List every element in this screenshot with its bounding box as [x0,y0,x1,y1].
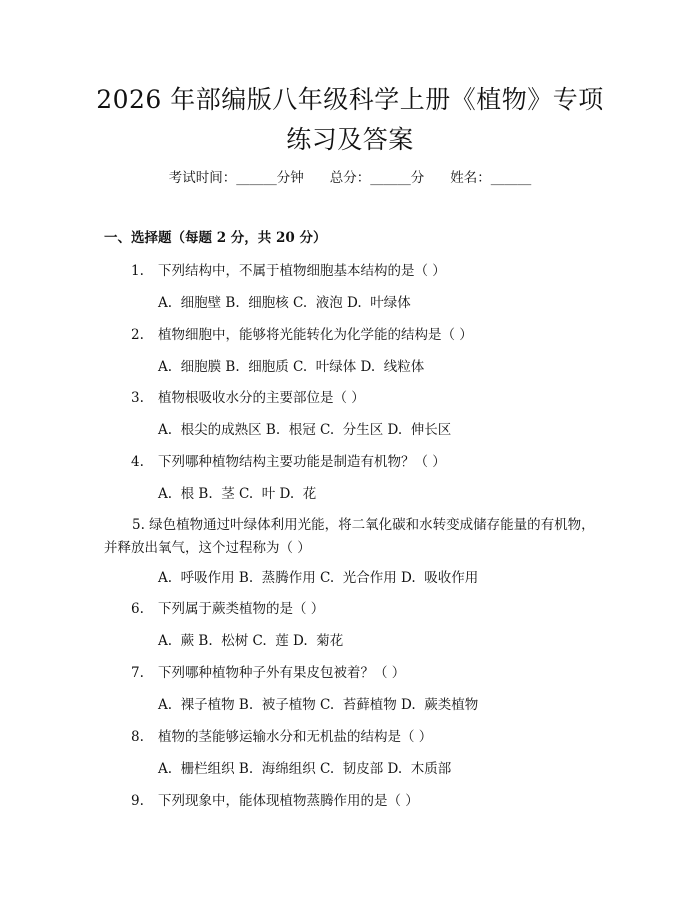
question-number: 3. [131,390,144,406]
question-text: 下列结构中，不属于植物细胞基本结构的是（ ） [158,263,446,279]
document-title-line-1: 2026 年部编版八年级科学上册《植物》专项 [96,85,604,114]
question-text: 5. 绿色植物通过叶绿体利用光能，将二氧化碳和水转变成储存能量的有机物，并释放出氧气，这个过程称为（ ） [104,517,595,556]
question-options: A. 蕨 B. 松树 C. 莲 D. 菊花 [158,633,344,649]
question-text: 下列属于蕨类植物的是（ ） [158,601,325,617]
question-number: 8. [131,729,144,745]
question-options: A. 栅栏组织 B. 海绵组织 C. 韧皮部 D. 木质部 [158,761,452,777]
question-number: 7. [131,665,144,681]
question-options: A. 细胞壁 B. 细胞核 C. 液泡 D. 叶绿体 [158,295,411,311]
exam-time: 考试时间：______分钟 [168,170,304,186]
question-options: A. 根 B. 茎 C. 叶 D. 花 [158,486,317,502]
question-options: A. 裸子植物 B. 被子植物 C. 苔藓植物 D. 蕨类植物 [158,697,479,713]
question-text: 植物根吸收水分的主要部位是（ ） [158,390,365,406]
document-title-line-2: 练习及答案 [286,125,414,154]
student-name: 姓名：______ [450,170,532,186]
question-text: 下列现象中，能体现植物蒸腾作用的是（ ） [158,793,419,809]
question-number: 2. [131,327,144,343]
question-text: 下列哪种植物结构主要功能是制造有机物？（ ） [158,454,446,470]
question-text: 植物细胞中，能够将光能转化为化学能的结构是（ ） [158,327,473,343]
question-number: 4. [131,454,144,470]
question-options: A. 根尖的成熟区 B. 根冠 C. 分生区 D. 伸长区 [158,422,452,438]
question-text: 下列哪种植物种子外有果皮包被着？（ ） [158,665,406,681]
question-text: 植物的茎能够运输水分和无机盐的结构是（ ） [158,729,433,745]
question-options: A. 呼吸作用 B. 蒸腾作用 C. 光合作用 D. 吸收作用 [158,570,479,586]
exam-score: 总分：______分 [329,170,425,186]
section-heading: 一、选择题（每题 2 分，共 20 分） [104,230,327,246]
question-options: A. 细胞膜 B. 细胞质 C. 叶绿体 D. 线粒体 [158,359,425,375]
exam-meta [0,168,700,188]
question-number: 1. [131,263,144,279]
question-number: 6. [131,601,144,617]
question-number: 9. [131,793,144,809]
